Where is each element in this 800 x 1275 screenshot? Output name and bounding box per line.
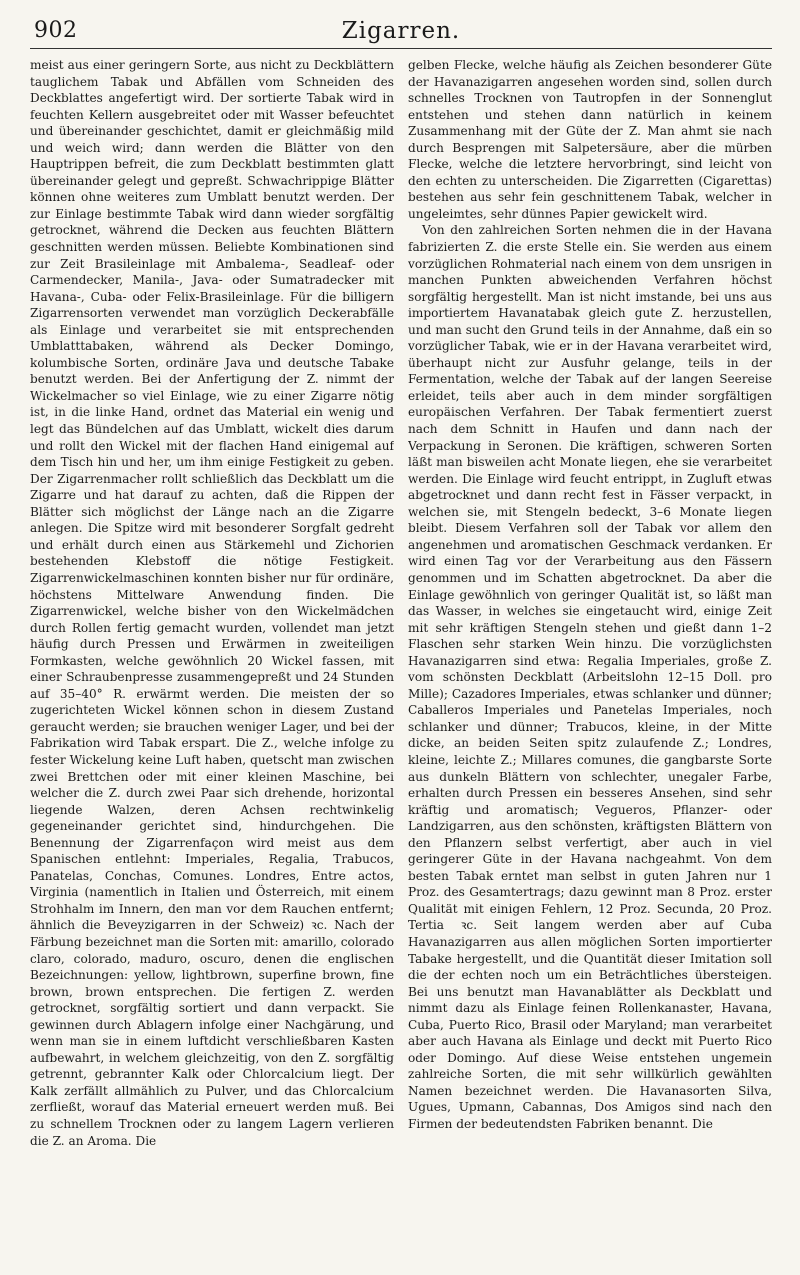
page-number: 902 xyxy=(34,18,78,43)
right-column xyxy=(408,57,772,1262)
left-column xyxy=(30,57,394,1262)
paragraph: gelben Flecke, welche häufig als Zeichen besonderer Güte der Havanazigarren angesehen worden sind, sollen durch schnelles Trocknen von Tautropfen in der Sonnenglut entstehen und stehen dann natürlich in keinem Zusammenhang mit der Güte der Z. Man ahmt sie nach durch Besprengen mit Salpetersäure, aber die mürben Flecke, welche die letztere hervorbringt, sind leicht von den echten zu unterscheiden. Die Zigarretten (Cigarettas) bestehen aus sehr fein geschnittenem Tabak, welcher in ungeleimtes, sehr dünnes Papier gewickelt wird. xyxy=(408,58,772,221)
page-header xyxy=(30,18,772,49)
paragraph: meist aus einer geringern Sorte, aus nicht zu Deckblättern tauglichem Tabak und Abfällen vom Schneiden des Deckblattes angefertigt wird. Der sortierte Tabak wird in feuchten Kellern ausgebreitet oder mit Wasser befeuchtet und übereinander geschichtet, damit er gleichmäßig mild und weich wird; dann werden die Blätter von den Hauptrippen befreit, die zum Deckblatt bestimmten glatt übereinander gelegt und gepreßt. Schwachrippige Blätter können ohne weiteres zum Umblatt benutzt werden. Der zur Einlage bestimmte Tabak wird dann wieder sorgfältig getrocknet, während die Decken aus feuchten Blättern geschnitten werden müssen. Beliebte Kombinationen sind zur Zeit Brasileinlage mit Ambalema-, Seadleaf- oder Carmendecker, Manila-, Java- oder Sumatradecker mit Havana-, Cuba- oder Felix-Brasileinlage. Für die billigern Zigarrensorten verwendet man vorzüglich Deckerabfälle als Einlage und verarbeitet sie mit entsprechenden Umblatttabaken, während als Decker Domingo, kolumbische Sorten, ordinäre Java und deutsche Tabake benutzt werden. Bei der Anfertigung der Z. nimmt der Wickelmacher so viel Einlage, wie zu einer Zigarre nötig ist, in die linke Hand, ordnet das Material ein wenig und legt das Bündelchen auf das Umblatt, wickelt dies darum und rollt den Wickel mit der flachen Hand einigemal auf dem Tisch hin und her, um ihm einige Festigkeit zu geben. Der Zigarrenmacher rollt schließlich das Deckblatt um die Zigarre und hat darauf zu achten, daß die Rippen der Blätter sich möglichst der Länge nach an die Zigarre anlegen. Die Spitze wird mit besonderer Sorgfalt gedreht und erhält durch einen aus Stärkemehl und Zichorien bestehenden Klebstoff die nötige Festigkeit. Zigarrenwickelmaschinen konnten bisher nur für ordinäre, höchstens Mittelware Anwendung finden. Die Zigarrenwickel, welche bisher von den Wickelmädchen durch Rollen fertig gemacht wurden, vollendet man jetzt häufig durch Pressen und Erwärmen in zweiteiligen Formkasten, welche gewöhnlich 20 Wickel fassen, mit einer Schraubenpresse zusammengepreßt und 24 Stunden auf 35–40° R. erwärmt werden. Die meisten der so zugerichteten Wickel können schon in diesem Zustand geraucht werden; sie brauchen weniger Lager, und bei der Fabrikation wird Tabak erspart. Die Z., welche infolge zu fester Wickelung keine Luft haben, quetscht man zwischen zwei Brettchen oder mit einer kleinen Maschine, bei welcher die Z. durch zwei Paar sich drehende, horizontal liegende Walzen, deren Achsen rechtwinkelig gegeneinander gerichtet sind, hindurchgehen. Die Benennung der Zigarrenfaçon wird meist aus dem Spanischen entlehnt: Imperiales, Regalia, Trabucos, Panatelas, Conchas, Comunes. Londres, Entre actos, Virginia (namentlich in Italien und Österreich, mit einem Strohhalm im Innern, den man vor dem Rauchen entfernt; ähnlich die Beveyzigarren in der Schweiz) ꝛc. Nach der Färbung bezeichnet man die Sorten mit: amarillo, colorado claro, colorado, maduro, oscuro, denen die englischen Bezeichnungen: yellow, lightbrown, superfine brown, fine brown, brown entsprechen. Die fertigen Z. werden getrocknet, sorgfältig sortiert und dann verpackt. Sie gewinnen durch Ablagern infolge einer Nachgärung, und wenn man sie in einem luftdicht verschließbaren Kasten aufbewahrt, in welchem gleichzeitig, von den Z. sorgfältig getrennt, gebrannter Kalk oder Chlorcalcium liegt. Der Kalk zerfällt allmählich zu Pulver, und das Chlorcalcium zerfließt, worauf das Material erneuert werden muß. Bei zu schnellem Trocknen oder zu langem Lagern verlieren die Z. an Aroma. Die xyxy=(30,58,394,1148)
text-columns xyxy=(30,57,772,1262)
paragraph: Von den zahlreichen Sorten nehmen die in der Havana fabrizierten Z. die erste Stelle ein. Sie werden aus einem vorzüglichen Rohmaterial nach einem von dem unsrigen in manchen Punkten abweichenden Verfahren höchst sorgfältig hergestellt. Man ist nicht imstande, bei uns aus importiertem Havanatabak gleich gute Z. herzustellen, und man sucht den Grund teils in der Annahme, daß ein so vorzüglicher Tabak, wie er in der Havana verarbeitet wird, überhaupt nicht zur Ausfuhr gelange, teils in der Fermentation, welche der Tabak auf der langen Seereise erleidet, teils aber auch in dem minder sorgfältigen europäischen Verfahren. Der Tabak fermentiert zuerst nach dem Schnitt in Haufen und dann nach der Verpackung in Seronen. Die kräftigen, schweren Sorten läßt man bisweilen acht Monate liegen, ehe sie verarbeitet werden. Die Einlage wird feucht entrippt, in Zugluft etwas abgetrocknet und dann recht fest in Fässer verpackt, in welchen sie, mit Stengeln bedeckt, 3–6 Monate liegen bleibt. Diesem Verfahren soll der Tabak vor allem den angenehmen und aromatischen Geschmack verdanken. Er wird einen Tag vor der Verarbeitung aus den Fässern genommen und im Schatten abgetrocknet. Da aber die Einlage gewöhnlich von geringer Qualität ist, so läßt man das Wasser, in welches sie eingetaucht wird, einige Zeit mit sehr kräftigen Stengeln stehen und gießt dann 1–2 Flaschen sehr starken Wein hinzu. Die vorzüglichsten Havanazigarren sind etwa: Regalia Imperiales, große Z. vom schönsten Deckblatt (Arbeitslohn 12–15 Doll. pro Mille); Cazadores Imperiales, etwas schlanker und dünner; Caballeros Imperiales und Panetelas Imperiales, noch schlanker und dünner; Trabucos, kleine, in der Mitte dicke, an beiden Seiten spitz zulaufende Z.; Londres, kleine, leichte Z.; Millares comunes, die gangbarste Sorte aus dunkeln Blättern von schlechter, unegaler Farbe, erhalten durch Pressen ein besseres Ansehen, sind sehr kräftig und aromatisch; Vegueros, Pflanzer- oder Landzigarren, aus den schönsten, kräftigsten Blättern von den Pflanzern selbst verfertigt, aber auch in viel geringerer Güte in der Havana nachgeahmt. Von dem besten Tabak erntet man selbst in guten Jahren nur 1 Proz. des Gesamtertrags; dazu gewinnt man 8 Proz. erster Qualität mit einigen Fehlern, 12 Proz. Secunda, 20 Proz. Tertia ꝛc. Seit langem werden aber auf Cuba Havanazigarren aus allen möglichen Sorten importierter Tabake hergestellt, und die Quantität dieser Imitation soll die der echten noch um ein Beträchtliches übersteigen. Bei uns benutzt man Havanablätter als Deckblatt und nimmt dazu als Einlage feinen Rollenkanaster, Havana, Cuba, Puerto Rico, Brasil oder Maryland; man verarbeitet aber auch Havana als Einlage und deckt mit Puerto Rico oder Domingo. Auf diese Weise entstehen ungemein zahlreiche Sorten, die mit sehr willkürlich gewählten Namen bezeichnet werden. Die Havanasorten Silva, Ugues, Upmann, Cabannas, Dos Amigos sind nach den Firmen der bedeutendsten Fabriken benannt. Die xyxy=(408,223,772,1131)
page-title: Zigarren. xyxy=(341,18,461,44)
